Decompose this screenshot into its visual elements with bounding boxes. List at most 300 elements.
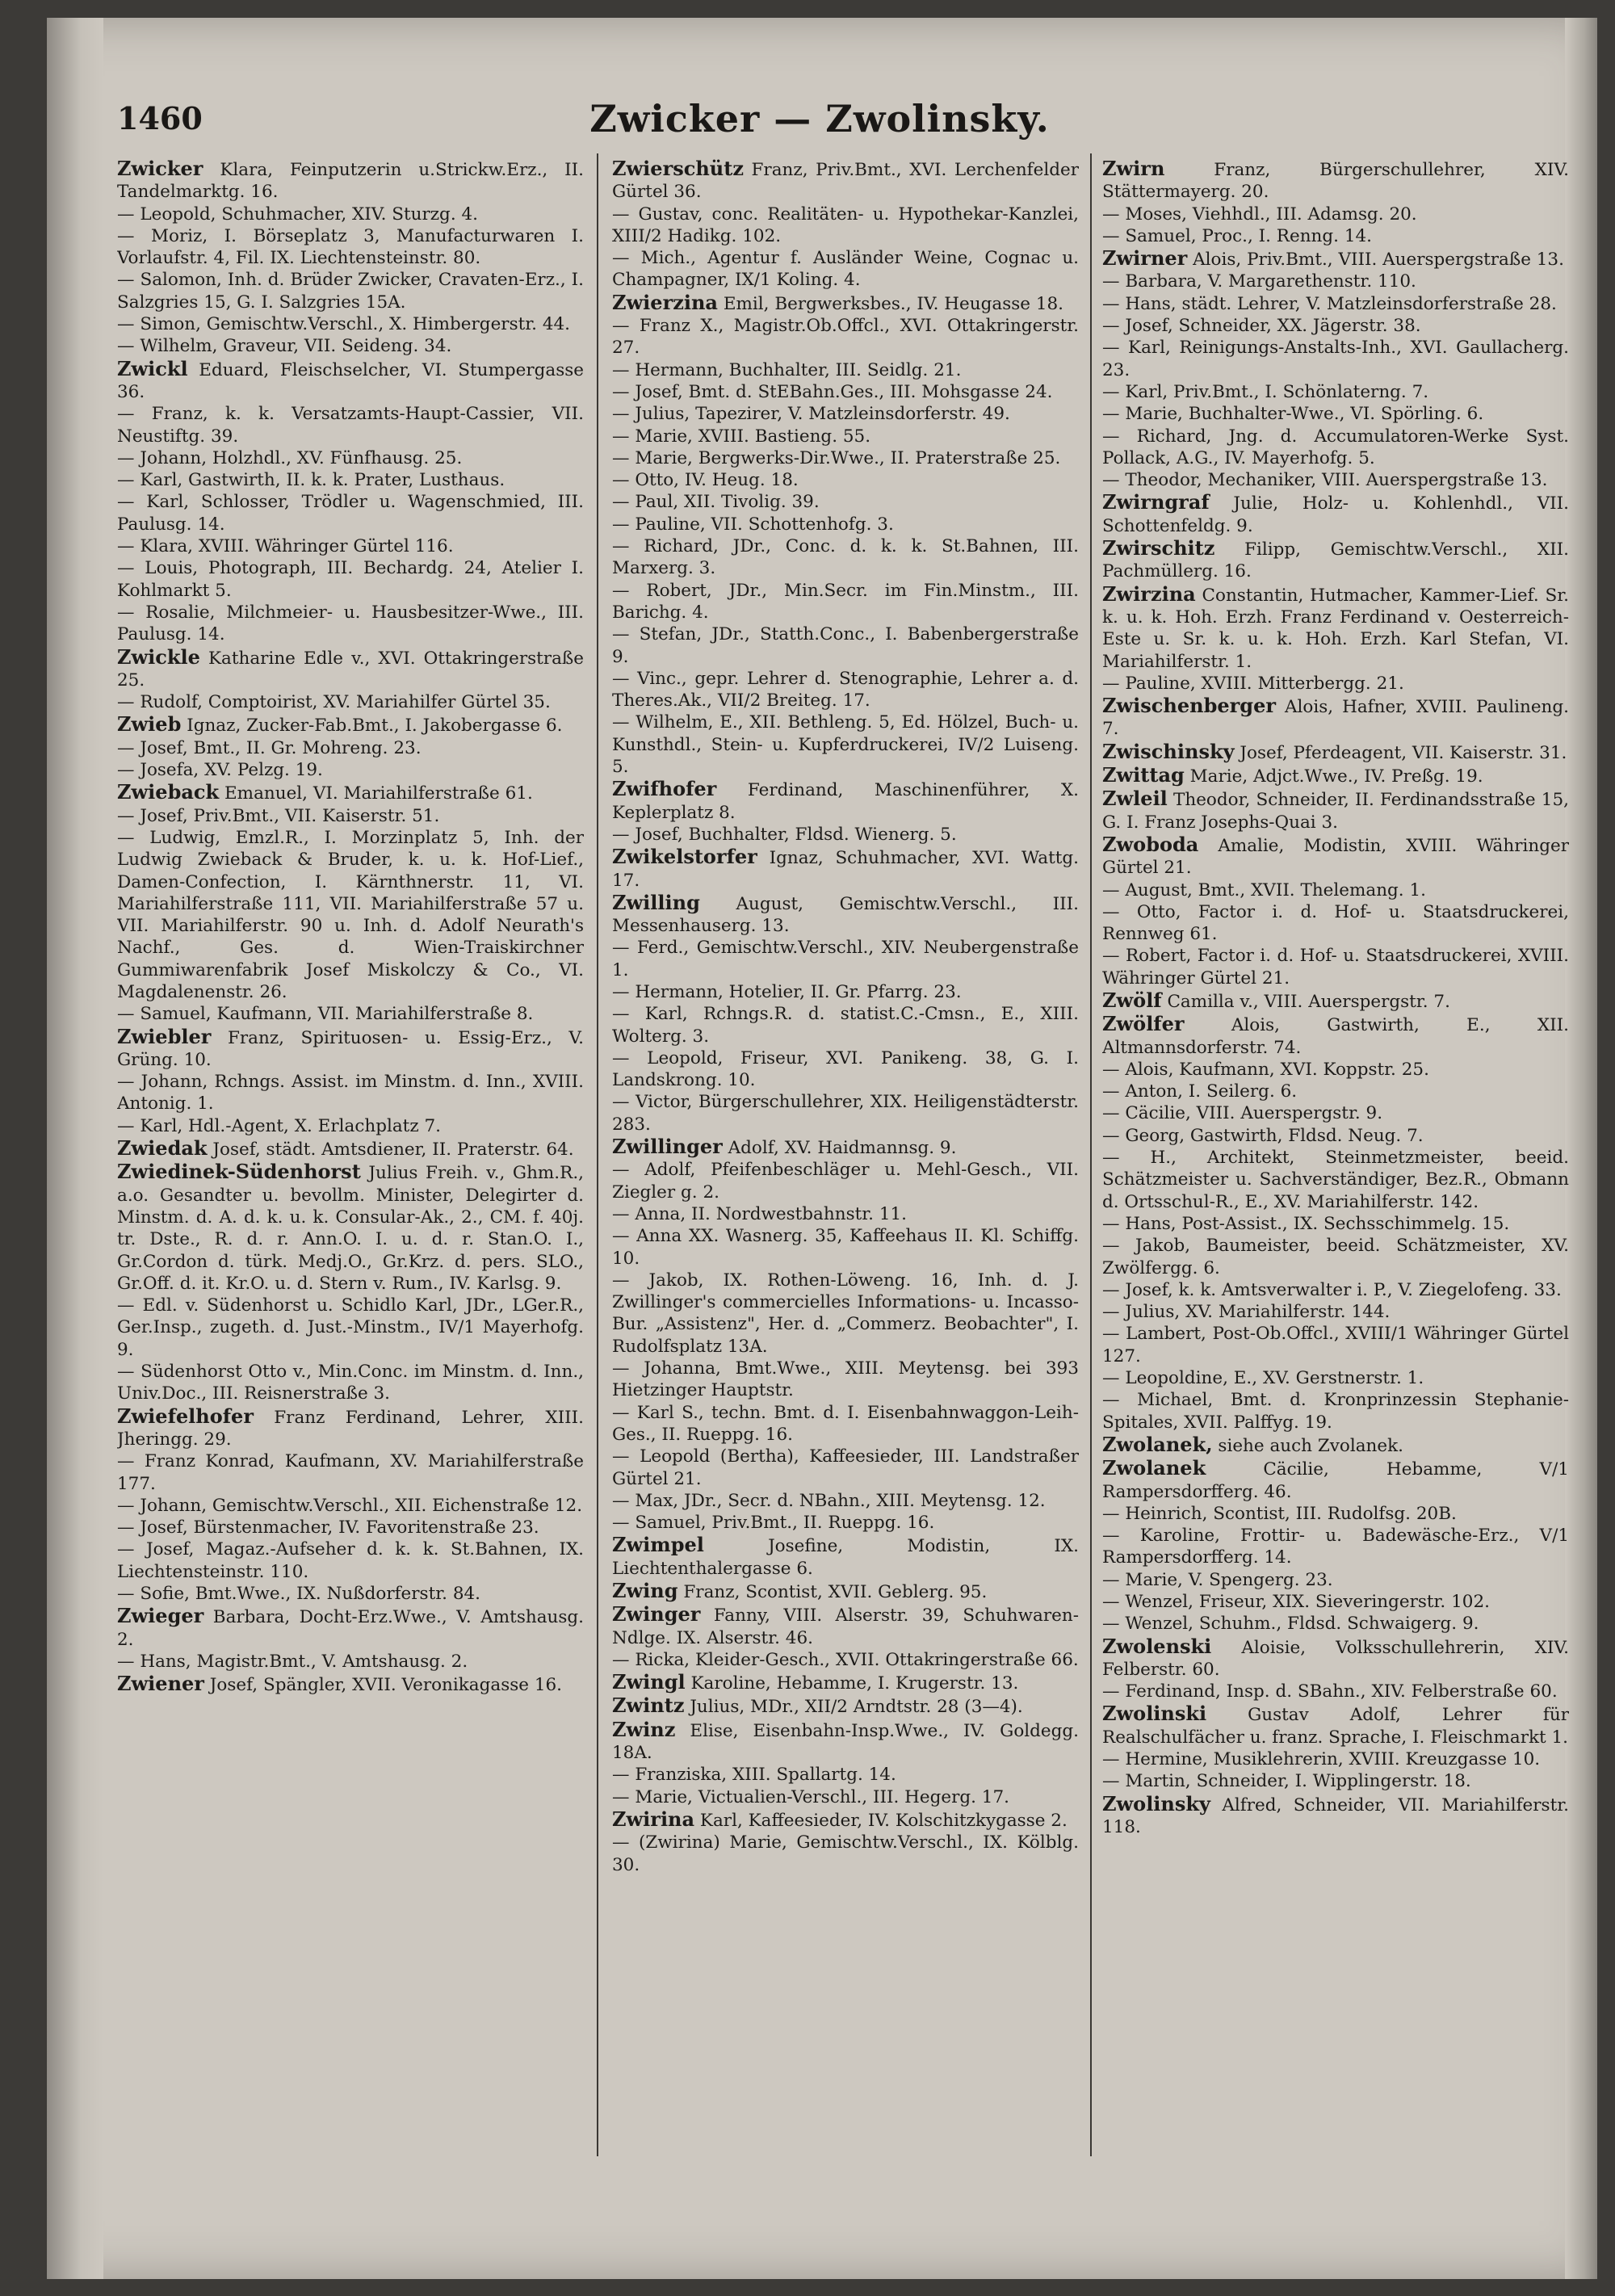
entry-details: Klara, Feinputzerin u.Strickw.Erz., II. Tandelmarktg. 16. (117, 160, 584, 203)
entry-details: — Leopold, Friseur, XVI. Panikeng. 38, G. I. Landskrong. 10. (612, 1047, 1079, 1091)
directory-entry (612, 315, 1079, 359)
directory-entry (612, 204, 1079, 248)
entry-details: — Otto, Factor i. d. Hof- u. Staatsdruckerei, Rennweg 61. (1102, 901, 1569, 945)
directory-entry (117, 269, 584, 313)
entry-surname: Zwolanek (1102, 1456, 1206, 1480)
directory-entry (612, 1270, 1079, 1358)
entry-details: — Hans, Magistr.Bmt., V. Amtshausg. 2. (117, 1651, 468, 1672)
entry-details: — Vinc., gepr. Lehrer d. Stenographie, Lehrer a. d. Theres.Ak., VII/2 Breiteg. 17. (612, 668, 1079, 711)
directory-entry (1102, 879, 1569, 901)
entry-details: — Salomon, Inh. d. Brüder Zwicker, Cravaten-Erz., I. Salzgries 15, G. I. Salzgries 15A. (117, 270, 584, 313)
entry-surname: Zwittag (1102, 763, 1185, 787)
directory-entry (117, 1450, 584, 1495)
directory-entry (1102, 901, 1569, 946)
entry-details: — Martin, Schneider, I. Wipplingerstr. 18. (1102, 1771, 1471, 1792)
entry-details: Aloisie, Volksschullehrerin, XIV. Felberstr. 60. (1102, 1637, 1569, 1680)
entry-details: — Gustav, conc. Realitäten- u. Hypothekar-Kanzlei, XIII/2 Hadikg. 102. (612, 204, 1079, 246)
entry-details: Elise, Eisenbahn-Insp.Wwe., IV. Goldegg. 18A. (612, 1720, 1079, 1764)
directory-entry (117, 713, 584, 737)
entry-details: — Marie, Buchhalter-Wwe., VI. Spörling. 6. (1102, 404, 1484, 425)
directory-entry (117, 157, 584, 204)
directory-entry (612, 469, 1079, 491)
entry-details: — Karl, Priv.Bmt., I. Schönlaterng. 7. (1102, 381, 1429, 402)
directory-entry (612, 1512, 1079, 1534)
directory-entry (117, 535, 584, 557)
directory-entry (1102, 469, 1569, 491)
entry-details: — Anton, I. Seilerg. 6. (1102, 1081, 1298, 1102)
entry-details: — Stefan, JDr., Statth.Conc., I. Babenbergerstraße 9. (612, 624, 1079, 667)
entry-details: Franz, Bürgerschullehrer, XIV. Stättermayerg. 20. (1102, 160, 1569, 203)
entry-details: Franz, Scontist, XVII. Geblerg. 95. (683, 1582, 988, 1602)
directory-entry (1102, 787, 1569, 833)
entry-surname: Zwiedinek-Südenhorst (117, 1160, 361, 1184)
directory-entry (117, 1295, 584, 1361)
directory-entry (117, 469, 584, 491)
directory-entry (1102, 1770, 1569, 1792)
entry-details: — Josef, Bmt., II. Gr. Mohreng. 23. (117, 737, 422, 758)
directory-entry (1102, 1702, 1569, 1748)
entry-surname: Zwischinsky (1102, 739, 1235, 763)
entry-details: — Marie, Victualien-Verschl., III. Hegerg. 17. (612, 1786, 1009, 1807)
entry-details: Ignaz, Schuhmacher, XVI. Wattg. 17. (612, 848, 1079, 891)
entry-details: Julie, Holz- u. Kohlenhdl., VII. Schottenfeldg. 9. (1102, 493, 1569, 536)
entry-surname: Zwiedak (117, 1136, 208, 1161)
entry-details: Gustav Adolf, Lehrer für Realschulfächer u. franz. Sprache, I. Fleischmarkt 1. (1102, 1705, 1569, 1748)
directory-entry (117, 781, 584, 804)
directory-entry (1102, 1125, 1569, 1147)
directory-entry (612, 981, 1079, 1003)
directory-entry (1102, 1503, 1569, 1525)
entry-details: — Max, JDr., Secr. d. NBahn., XIII. Meytensg. 12. (612, 1490, 1046, 1511)
entry-surname: Zwirner (1102, 246, 1188, 271)
entry-details: — Heinrich, Scontist, III. Rudolfsg. 20B. (1102, 1503, 1457, 1524)
directory-entry (612, 937, 1079, 981)
directory-entry (117, 737, 584, 759)
entry-details: Ignaz, Zucker-Fab.Bmt., I. Jakobergasse 6. (187, 716, 563, 737)
entry-details: — Karl, Schlosser, Trödler u. Wagenschmied, III. Paulusg. 14. (117, 492, 584, 535)
entry-surname: Zwiener (117, 1672, 204, 1696)
entry-details: — Mich., Agentur f. Ausländer Weine, Cognac u. Champagner, IX/1 Koling. 4. (612, 248, 1079, 291)
entry-details: — Marie, XVIII. Bastieng. 55. (612, 426, 871, 447)
entry-details: — Franziska, XIII. Spallartg. 14. (612, 1765, 896, 1786)
directory-entry (612, 1225, 1079, 1270)
directory-entry (1102, 673, 1569, 695)
directory-entry (1102, 945, 1569, 989)
entry-details: — Josef, Priv.Bmt., VII. Kaiserstr. 51. (117, 805, 440, 826)
entry-details: — Wenzel, Schuhm., Fldsd. Schwaigerg. 9. (1102, 1614, 1479, 1635)
directory-entry (1102, 1147, 1569, 1213)
entry-details: Fanny, VIII. Alserstr. 39, Schuhwaren-Ndlge. IX. Alserstr. 46. (612, 1606, 1079, 1648)
entry-surname: Zwölfer (1102, 1012, 1185, 1036)
entry-details: — Südenhorst Otto v., Min.Conc. im Minstm. d. Inn., Univ.Doc., III. Reisnerstraße 3. (117, 1362, 584, 1404)
entry-details: — August, Bmt., XVII. Thelemang. 1. (1102, 879, 1426, 900)
entry-details: Theodor, Schneider, II. Ferdinandsstraße 15, G. I. Franz Josephs-Quai 3. (1102, 790, 1569, 833)
directory-entry (612, 1047, 1079, 1092)
directory-entry (612, 1764, 1079, 1786)
directory-entry (117, 1071, 584, 1115)
entry-details: — Louis, Photograph, III. Bechardg. 24, Atelier I. Kohlmarkt 5. (117, 558, 584, 601)
entry-details: — Karl S., techn. Bmt. d. I. Eisenbahnwaggon-Leih-Ges., II. Rueppg. 16. (612, 1402, 1079, 1445)
entry-details: — Julius, Tapezirer, V. Matzleinsdorferstr. 49. (612, 404, 1010, 425)
directory-entry (117, 827, 584, 1003)
entry-details: Alois, Priv.Bmt., VIII. Auerspergstraße 13. (1193, 250, 1564, 271)
directory-entry (1102, 1793, 1569, 1839)
entry-details: Constantin, Hutmacher, Kammer-Lief. Sr. k. u. k. Hoh. Erzh. Franz Ferdinand v. Oesterreich-Este u. Sr. k. u. k. Hoh. Erzh. Karl Stefan, VI. Mariahilferstr. 1. (1102, 585, 1569, 672)
entry-details: Eduard, Fleischselcher, VI. Stumpergasse 36. (117, 359, 584, 402)
directory-entry (117, 1361, 584, 1405)
directory-entry (1102, 426, 1569, 470)
entry-details: — Paul, XII. Tivolig. 39. (612, 492, 820, 513)
directory-entry (612, 846, 1079, 892)
directory-entry (1102, 1748, 1569, 1770)
directory-entry (117, 1517, 584, 1538)
entry-details: — Robert, Factor i. d. Hof- u. Staatsdruckerei, XVIII. Währinger Gürtel 21. (1102, 946, 1569, 988)
entry-surname: Zwieb (117, 712, 182, 737)
entry-details: — Hermine, Musiklehrerin, XVIII. Kreuzgasse 10. (1102, 1749, 1541, 1770)
entry-details: — Rosalie, Milchmeier- u. Hausbesitzer-Wwe., III. Paulusg. 14. (117, 602, 584, 645)
directory-entry (1102, 1235, 1569, 1279)
directory-entry (612, 1446, 1079, 1490)
entry-details: — Karl, Rchngs.R. d. statist.C.-Cmsn., E., XIII. Wolterg. 3. (612, 1004, 1079, 1047)
directory-entry (1102, 1613, 1569, 1635)
directory-entry (612, 403, 1079, 425)
directory-entry (117, 602, 584, 646)
directory-entry (1102, 1457, 1569, 1503)
directory-entry (117, 313, 584, 335)
directory-entry (117, 691, 584, 713)
entry-surname: Zwirina (612, 1807, 695, 1831)
entry-details: — Josef, k. k. Amtsverwalter i. P., V. Ziegelofeng. 33. (1102, 1279, 1562, 1300)
directory-entry (612, 157, 1079, 204)
entry-details: — Johann, Holzhdl., XV. Fünfhausg. 25. (117, 447, 463, 468)
entry-details: Alois, Gastwirth, E., XII. Altmannsdorferstr. 74. (1102, 1015, 1569, 1058)
entry-details: — Moses, Viehhdl., III. Adamsg. 20. (1102, 204, 1417, 225)
directory-entry (612, 1091, 1079, 1135)
page-edge (1565, 18, 1597, 2279)
directory-entry (1102, 833, 1569, 879)
directory-entry (1102, 403, 1569, 425)
entry-details: — Marie, Bergwerks-Dir.Wwe., II. Praterstraße 25. (612, 447, 1061, 468)
entry-details: — Simon, Gemischtw.Verschl., X. Himbergerstr. 44. (117, 314, 571, 335)
entry-details: — Wilhelm, E., XII. Bethleng. 5, Ed. Hölzel, Buch- u. Kunsthdl., Stein- u. Kupferdruckerei, IV/2 Luiseng. 5. (612, 712, 1079, 778)
entry-details: — Hermann, Hotelier, II. Gr. Pfarrg. 23. (612, 981, 962, 1002)
directory-entry (1102, 157, 1569, 204)
directory-entry (117, 1115, 584, 1137)
entry-surname: Zwiefelhofer (117, 1404, 254, 1428)
entry-details: — Cäcilie, VIII. Auerspergstr. 9. (1102, 1103, 1383, 1124)
directory-entry (117, 1003, 584, 1025)
directory-entry (1102, 1213, 1569, 1235)
entry-details: Ferdinand, Maschinenführer, X. Keplerplatz 8. (612, 780, 1079, 823)
directory-entry (612, 1490, 1079, 1512)
directory-entry (612, 1159, 1079, 1203)
entry-details: — Alois, Kaufmann, XVI. Koppstr. 25. (1102, 1059, 1429, 1080)
directory-entry (117, 1651, 584, 1673)
entry-surname: Zwolanek, (1102, 1432, 1213, 1456)
column-divider (597, 153, 598, 2156)
directory-entry (612, 359, 1079, 381)
entry-details: — Anna, II. Nordwestbahnstr. 11. (612, 1203, 908, 1224)
directory-entry (612, 292, 1079, 315)
directory-entry (117, 1405, 584, 1451)
entry-details: Karoline, Hebamme, I. Krugerstr. 13. (690, 1673, 1019, 1694)
entry-details: — Samuel, Priv.Bmt., II. Rueppg. 16. (612, 1513, 935, 1534)
entry-surname: Zwoboda (1102, 832, 1199, 856)
column-divider (1090, 153, 1092, 2156)
directory-entry (1102, 491, 1569, 537)
column-3 (1102, 157, 1569, 2168)
entry-details: Camilla v., VIII. Auerspergstr. 7. (1167, 991, 1450, 1012)
directory-entry (117, 1538, 584, 1583)
entry-details: — Franz X., Magistr.Ob.Offcl., XVI. Ottakringerstr. 27. (612, 316, 1079, 359)
directory-entry (1102, 1681, 1569, 1702)
directory-entry (612, 447, 1079, 469)
entry-details: — Moriz, I. Börseplatz 3, Manufacturwaren I. Vorlaufstr. 4, Fil. IX. Liechtensteinstr. 80. (117, 225, 584, 269)
entry-details: — (Zwirina) Marie, Gemischtw.Verschl., IX. Kölblg. 30. (612, 1832, 1079, 1875)
entry-details: — Jakob, IX. Rothen-Löweng. 16, Inh. d. J. Zwillinger's commercielles Informations- u. Incasso-Bur. „Assistenz", Her. d. „Commerz. Beobachter", I. Rudolfsplatz 13A. (612, 1270, 1079, 1357)
directory-entry (1102, 1013, 1569, 1059)
entry-details: — Leopold, Schuhmacher, XIV. Sturzg. 4. (117, 204, 479, 225)
entry-details: — Ludwig, Emzl.R., I. Morzinplatz 5, Inh. der Ludwig Zwieback & Bruder, k. u. k. Hof-Lief., Damen-Confection, I. Kärnthnerstr. 11, VI. Mariahilferstraße 111, VII. Mariahilferstraße 57 u. VII. Mariahilferstr. 90 u. Inh. d. Adolf Neurath's Nachf., Ges. d. Wien-Traiskirchner Gummiwarenfabrik Josef Miskolczy & Co., VI. Magdalenenstr. 26. (117, 827, 584, 1002)
directory-entry (117, 1605, 584, 1651)
directory-entry (117, 1161, 584, 1295)
entry-details: Julius, MDr., XII/2 Arndtstr. 28 (3—4). (690, 1697, 1023, 1718)
directory-entry (612, 580, 1079, 624)
directory-entry (1102, 1525, 1569, 1569)
entry-details: — Josef, Bürstenmacher, IV. Favoritenstraße 23. (117, 1517, 539, 1538)
directory-entry (117, 1583, 584, 1605)
directory-entry (612, 1003, 1079, 1047)
directory-entry (612, 1135, 1079, 1159)
directory-entry (1102, 247, 1569, 271)
entry-details: — Anna XX. Wasnerg. 35, Kaffeehaus II. Kl. Schiffg. 10. (612, 1226, 1079, 1269)
directory-entry (1102, 1279, 1569, 1301)
directory-entry (612, 1719, 1079, 1765)
directory-entry (1102, 225, 1569, 247)
entry-details: — Barbara, V. Margarethenstr. 110. (1102, 271, 1416, 292)
directory-entry (612, 514, 1079, 535)
directory-entry (612, 247, 1079, 292)
entry-details: Adolf, XV. Haidmannsg. 9. (728, 1138, 957, 1159)
entry-details: Filipp, Gemischtw.Verschl., XII. Pachmüllerg. 16. (1102, 539, 1569, 582)
entry-details: Josef, Pferdeagent, VII. Kaiserstr. 31. (1240, 742, 1567, 763)
entry-details: — Pauline, XVIII. Mitterbergg. 21. (1102, 673, 1404, 694)
directory-entry (612, 1580, 1079, 1603)
entry-details: — Johanna, Bmt.Wwe., XIII. Meytensg. bei 393 Hietzinger Hauptstr. (612, 1358, 1079, 1401)
directory-entry (1102, 764, 1569, 787)
directory-entry (612, 1534, 1079, 1580)
entry-surname: Zwischenberger (1102, 694, 1276, 718)
directory-entry (612, 892, 1079, 938)
directory-entry (1102, 271, 1569, 292)
entry-surname: Zwolenski (1102, 1634, 1212, 1658)
entry-details: — Sofie, Bmt.Wwe., IX. Nußdorferstr. 84. (117, 1584, 481, 1604)
entry-surname: Zwieger (117, 1604, 204, 1628)
directory-entry (612, 426, 1079, 447)
directory-entry (612, 1786, 1079, 1808)
entry-details: — Franz, k. k. Versatzamts-Haupt-Cassier, VII. Neustiftg. 39. (117, 404, 584, 447)
page-header (117, 95, 1522, 144)
directory-entry (117, 447, 584, 469)
column-1 (117, 157, 584, 2168)
directory-entry (612, 1671, 1079, 1694)
entry-surname: Zwilling (612, 890, 700, 914)
entry-details: — Wenzel, Friseur, XIX. Sieveringerstr. 102. (1102, 1592, 1490, 1612)
entry-details: — Franz Konrad, Kaufmann, XV. Mariahilferstraße 177. (117, 1451, 584, 1494)
directory-entry (1102, 583, 1569, 673)
directory-entry (1102, 315, 1569, 337)
entry-details: — Karoline, Frottir- u. Badewäsche-Erz., V/1 Rampersdorfferg. 14. (1102, 1526, 1569, 1568)
directory-entry (1102, 1323, 1569, 1367)
entry-details: Franz Ferdinand, Lehrer, XIII. Jheringg. 29. (117, 1407, 584, 1450)
directory-entry (117, 1495, 584, 1517)
directory-entry (1102, 537, 1569, 583)
entry-details: — Adolf, Pfeifenbeschläger u. Mehl-Gesch., VII. Ziegler g. 2. (612, 1160, 1079, 1203)
directory-entry (117, 1026, 584, 1072)
entry-surname: Zwölf (1102, 988, 1162, 1012)
entry-details: Alfred, Schneider, VII. Mariahilferstr. 118. (1102, 1794, 1569, 1837)
entry-details: — Georg, Gastwirth, Fldsd. Neug. 7. (1102, 1125, 1424, 1146)
entry-details: — Samuel, Proc., I. Renng. 14. (1102, 225, 1373, 246)
directory-entry (1102, 1367, 1569, 1389)
entry-surname: Zwingl (612, 1670, 686, 1694)
entry-details: Katharine Edle v., XVI. Ottakringerstraße 25. (117, 648, 584, 690)
entry-details: — Ferdinand, Insp. d. SBahn., XIV. Felberstraße 60. (1102, 1681, 1558, 1702)
entry-surname: Zwimpel (612, 1533, 704, 1557)
directory-entry (1102, 204, 1569, 225)
entry-details: — Richard, JDr., Conc. d. k. k. St.Bahnen, III. Marxerg. 3. (612, 536, 1079, 579)
entry-details: — Samuel, Kaufmann, VII. Mariahilferstraße 8. (117, 1004, 534, 1025)
entry-details: — Robert, JDr., Min.Secr. im Fin.Minstm., III. Barichg. 4. (612, 580, 1079, 623)
entry-details: — Leopoldine, E., XV. Gerstnerstr. 1. (1102, 1368, 1424, 1389)
directory-entry (612, 1694, 1079, 1718)
entry-details: — Hermann, Buchhalter, III. Seidlg. 21. (612, 359, 962, 380)
directory-entry (612, 1203, 1079, 1225)
directory-entry (117, 358, 584, 404)
entry-surname: Zwinger (612, 1602, 701, 1627)
directory-entry (117, 335, 584, 357)
entry-surname: Zwirschitz (1102, 536, 1215, 560)
directory-entry (612, 824, 1079, 846)
directory-entry (117, 1137, 584, 1161)
entry-details: — Jakob, Baumeister, beeid. Schätzmeister, XV. Zwölfergg. 6. (1102, 1236, 1569, 1278)
directory-entry (1102, 1389, 1569, 1433)
entry-details: — Hans, Post-Assist., IX. Sechsschimmelg. 15. (1102, 1213, 1510, 1234)
directory-entry (612, 1808, 1079, 1832)
directory-entry (1102, 1059, 1569, 1081)
entry-surname: Zwillinger (612, 1135, 723, 1159)
directory-entry (612, 1402, 1079, 1446)
entry-surname: Zwickle (117, 644, 200, 669)
entry-surname: Zwicker (117, 157, 203, 180)
entry-surname: Zwikelstorfer (612, 845, 757, 869)
directory-entry (612, 668, 1079, 712)
entry-details: — Michael, Bmt. d. Kronprinzessin Stephanie-Spitales, XVII. Palffyg. 19. (1102, 1390, 1569, 1433)
entry-details: Emil, Bergwerksbes., IV. Heugasse 18. (723, 293, 1064, 314)
entry-details: — Hans, städt. Lehrer, V. Matzleinsdorferstraße 28. (1102, 293, 1557, 314)
entry-surname: Zwing (612, 1579, 678, 1602)
directory-entry (117, 646, 584, 692)
entry-details: — Leopold (Bertha), Kaffeesieder, III. Landstraßer Gürtel 21. (612, 1446, 1079, 1489)
directory-entry (1102, 1081, 1569, 1102)
directory-entry (117, 403, 584, 447)
entry-details: — Marie, V. Spengerg. 23. (1102, 1569, 1333, 1590)
directory-entry (612, 491, 1079, 513)
directory-entry (1102, 1102, 1569, 1124)
entry-details: — Karl, Gastwirth, II. k. k. Prater, Lusthaus. (117, 470, 505, 491)
entry-details: — Rudolf, Comptoirist, XV. Mariahilfer Gürtel 35. (117, 692, 551, 713)
entry-details: — Johann, Gemischtw.Verschl., XII. Eichenstraße 12. (117, 1495, 583, 1516)
entry-details: Franz, Priv.Bmt., XVI. Lerchenfelder Gürtel 36. (612, 160, 1079, 203)
entry-details: — Josef, Buchhalter, Fldsd. Wienerg. 5. (612, 824, 957, 845)
directory-entry (117, 759, 584, 781)
entry-details: Emanuel, VI. Mariahilferstraße 61. (224, 783, 533, 804)
entry-details: — Josef, Bmt. d. StEBahn.Ges., III. Mohsgasse 24. (612, 381, 1053, 402)
entry-details: Marie, Adjct.Wwe., IV. Preßg. 19. (1189, 766, 1483, 787)
entry-details: Josefine, Modistin, IX. Liechtenthalergasse 6. (612, 1536, 1079, 1579)
directory-entry (612, 1603, 1079, 1649)
entry-surname: Zwirngraf (1102, 490, 1210, 514)
directory-entry (117, 805, 584, 827)
entry-details: Barbara, Docht-Erz.Wwe., V. Amtshausg. 2. (117, 1607, 584, 1650)
entry-surname: Zwirzina (1102, 581, 1196, 606)
entry-surname: Zwolinski (1102, 1702, 1207, 1726)
entry-details: Josef, städt. Amtsdiener, II. Praterstr. 64. (212, 1140, 574, 1161)
directory-entry (1102, 381, 1569, 403)
entry-details: — Josef, Magaz.-Aufseher d. k. k. St.Bahnen, IX. Liechtensteinstr. 110. (117, 1539, 584, 1582)
directory-entry (117, 204, 584, 225)
entry-details: — Johann, Rchngs. Assist. im Minstm. d. Inn., XVIII. Antonig. 1. (117, 1072, 584, 1114)
entry-surname: Zwirn (1102, 157, 1165, 180)
directory-entry (1102, 695, 1569, 741)
entry-details: — Edl. v. Südenhorst u. Schidlo Karl, JDr., LGer.R., Ger.Insp., zugeth. d. Just.-Minstm., IV/1 Mayerhofg. 9. (117, 1295, 584, 1360)
entry-details: Alois, Hafner, XVIII. Paulineng. 7. (1102, 697, 1569, 740)
directory-entry (117, 225, 584, 270)
directory-entry (612, 535, 1079, 580)
page-title: Zwicker — Zwolinsky. (589, 97, 1050, 141)
entry-details: August, Gemischtw.Verschl., III. Messenhauserg. 13. (612, 893, 1079, 937)
entry-details: — Ferd., Gemischtw.Verschl., XIV. Neubergenstraße 1. (612, 938, 1079, 980)
entry-details: — Lambert, Post-Ob.Offcl., XVIII/1 Währinger Gürtel 127. (1102, 1324, 1569, 1366)
directory-entry (612, 778, 1079, 824)
entry-details: Cäcilie, Hebamme, V/1 Rampersdorfferg. 46. (1102, 1459, 1569, 1502)
entry-surname: Zwintz (612, 1694, 685, 1718)
entry-surname: Zwleil (1102, 787, 1168, 811)
directory-entry (1102, 741, 1569, 764)
directory-entry (612, 1649, 1079, 1671)
directory-entry (1102, 1569, 1569, 1591)
entry-surname: Zwierschütz (612, 157, 744, 180)
entry-surname: Zwierzina (612, 290, 718, 314)
entry-details: Franz, Spirituosen- u. Essig-Erz., V. Grüng. 10. (117, 1027, 584, 1070)
entry-details: — Theodor, Mechaniker, VIII. Auerspergstraße 13. (1102, 470, 1548, 491)
page-fold-shadow (47, 18, 103, 2279)
page-number: 1460 (117, 100, 203, 136)
directory-entry (612, 1358, 1079, 1402)
entry-surname: Zwifhofer (612, 777, 717, 801)
directory-entry (612, 1832, 1079, 1876)
entry-details: — Otto, IV. Heug. 18. (612, 470, 799, 491)
entry-details: — Karl, Hdl.-Agent, X. Erlachplatz 7. (117, 1115, 441, 1136)
directory-entry (117, 491, 584, 535)
entry-surname: Zwinz (612, 1717, 676, 1741)
entry-details: Amalie, Modistin, XVIII. Währinger Gürtel 21. (1102, 835, 1569, 879)
entry-details: — Victor, Bürgerschullehrer, XIX. Heiligenstädterstr. 283. (612, 1092, 1079, 1135)
column-2 (612, 157, 1079, 2168)
entry-surname: Zwieback (117, 780, 220, 804)
entry-details: Karl, Kaffeesieder, IV. Kolschitzkygasse 2. (699, 1810, 1068, 1831)
directory-entry (117, 1673, 584, 1696)
